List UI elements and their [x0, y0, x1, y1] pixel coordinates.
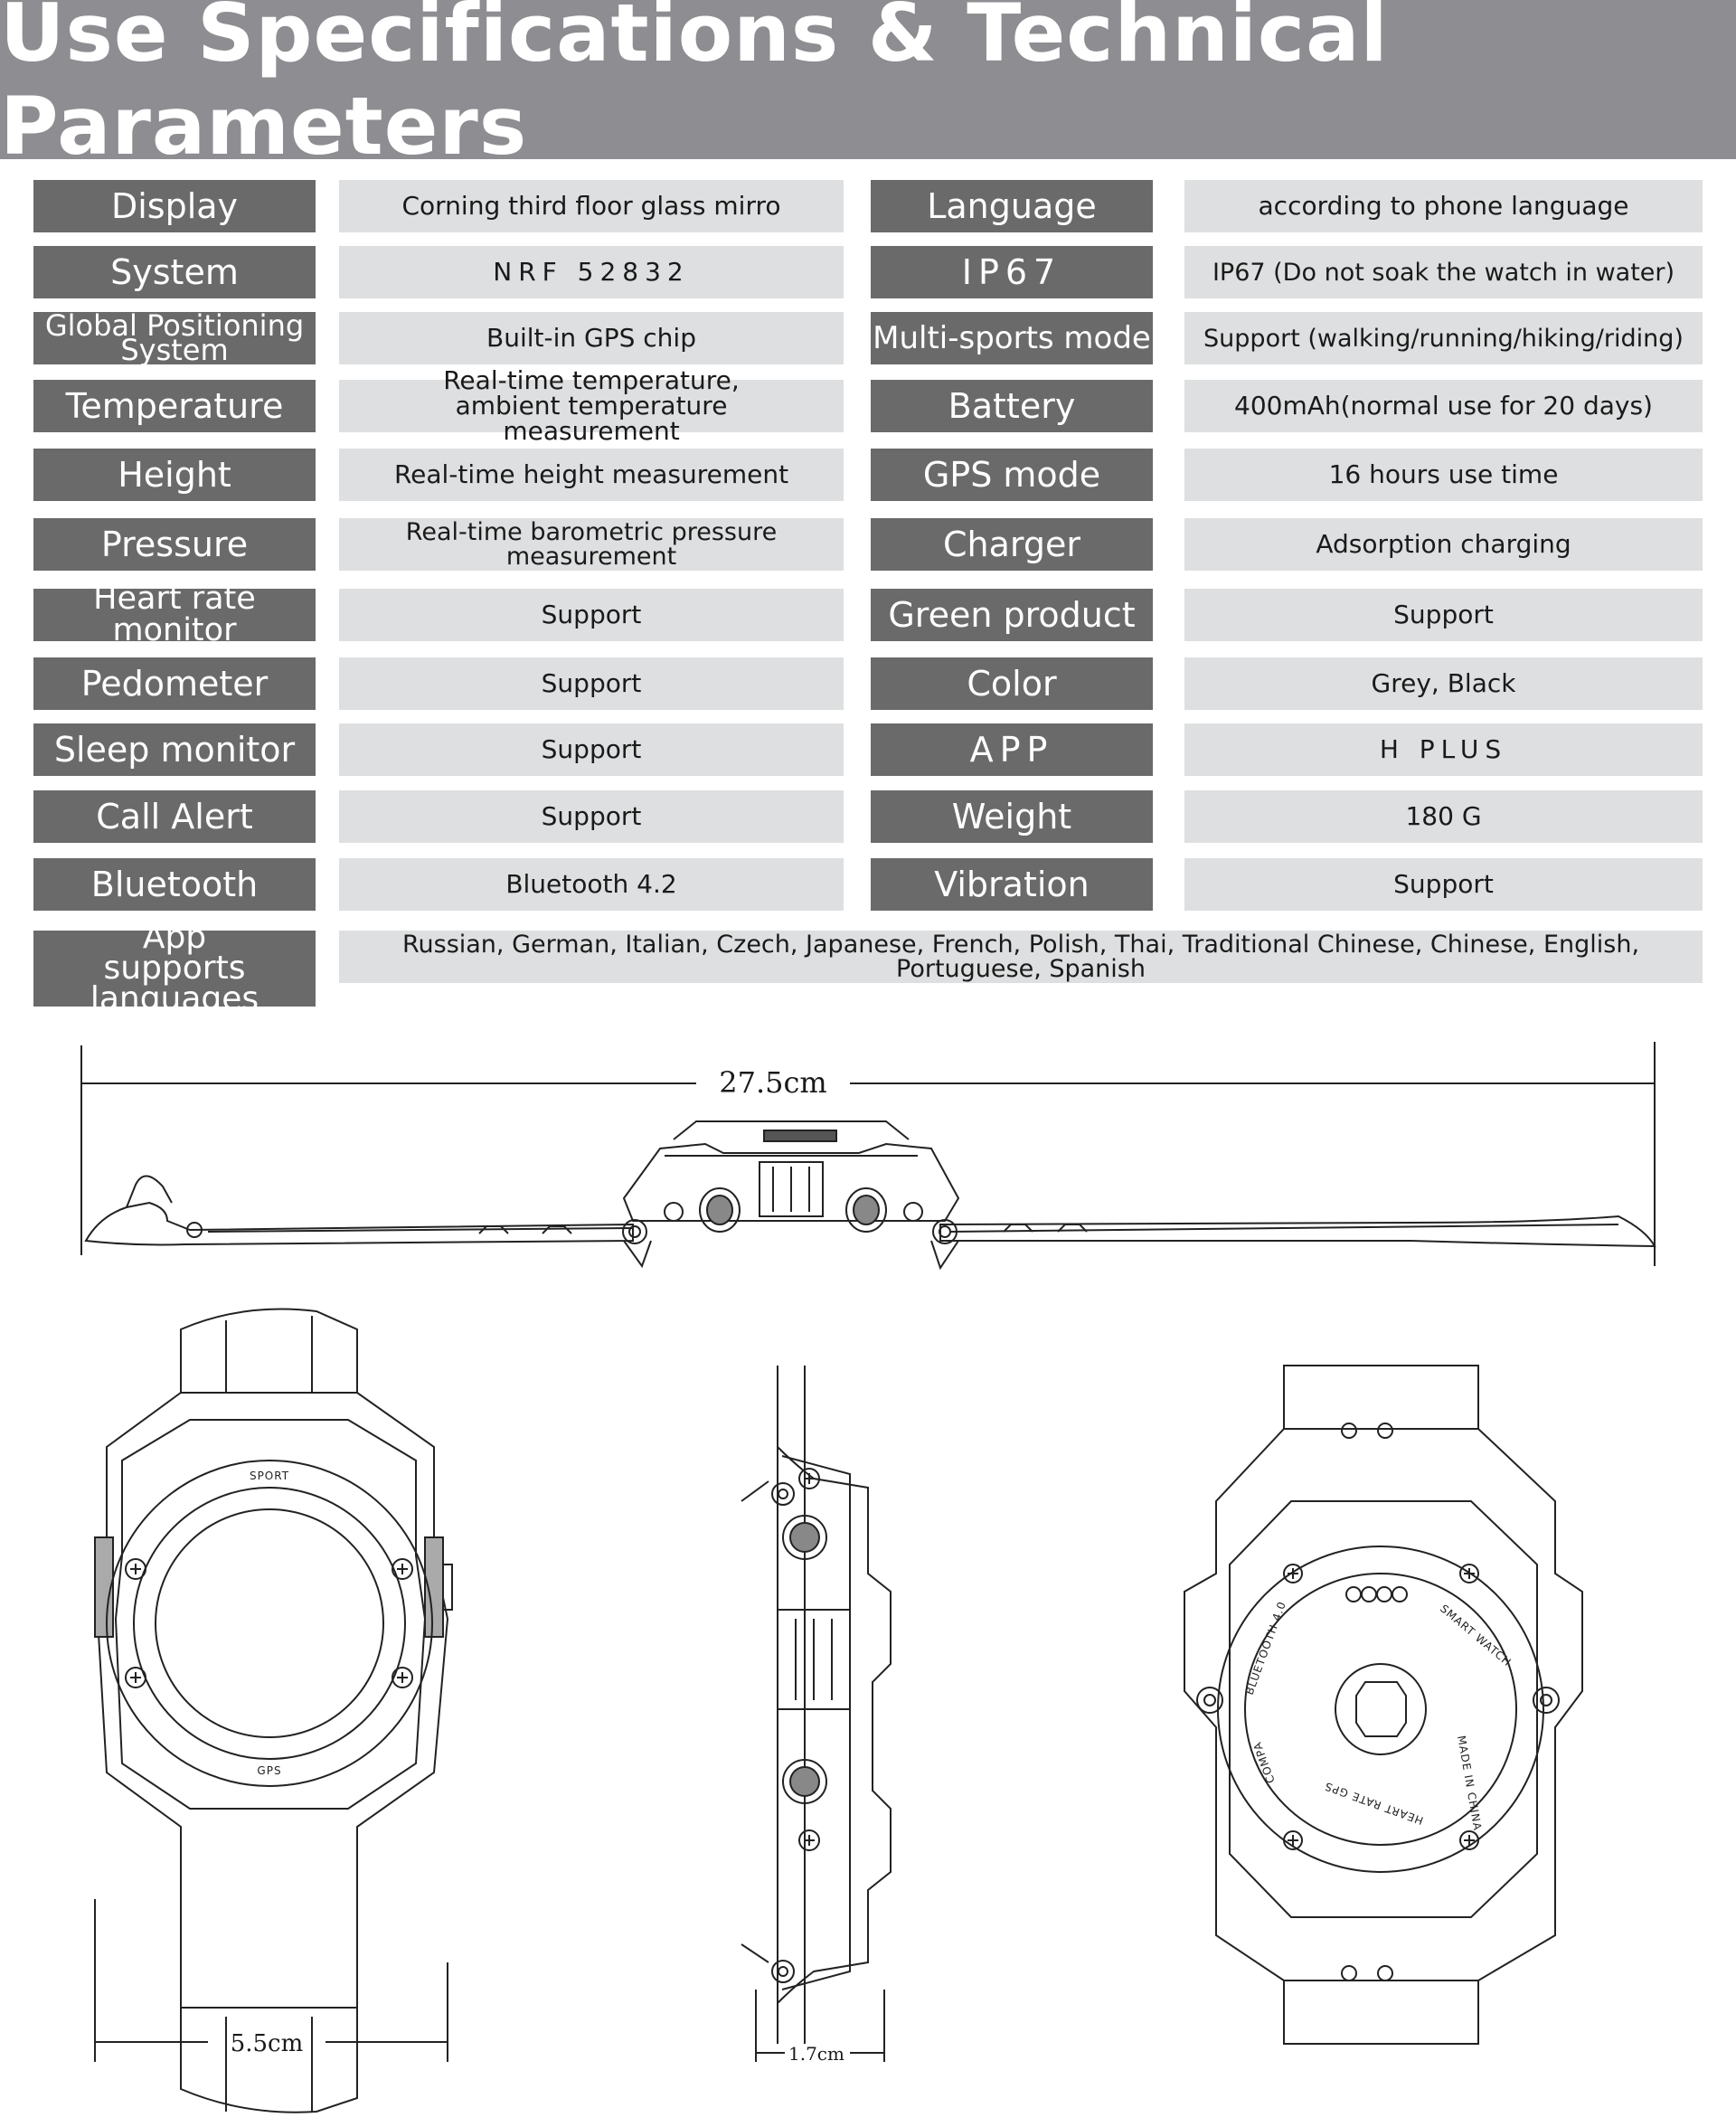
spec-value-gps-system: Built-in GPS chip [339, 312, 844, 364]
spec-label-battery: Battery [871, 380, 1153, 432]
spec-label-gps-mode: GPS mode [871, 449, 1153, 501]
spec-label-weight: Weight [871, 790, 1153, 843]
spec-value-language: according to phone language [1184, 180, 1703, 232]
spec-label-green-product: Green product [871, 589, 1153, 641]
spec-value-call-alert: Support [339, 790, 844, 843]
spec-value-vibration: Support [1184, 858, 1703, 911]
spec-value-gps-mode: 16 hours use time [1184, 449, 1703, 501]
spec-label-app-languages: App supports languages [33, 931, 316, 1007]
spec-label-system: System [33, 246, 316, 298]
spec-value-battery: 400mAh(normal use for 20 days) [1184, 380, 1703, 432]
watch-back-view [1184, 1366, 1582, 2044]
spec-label-vibration: Vibration [871, 858, 1153, 911]
spec-value-system: NRF 52832 [339, 246, 844, 298]
spec-value-height: Real-time height measurement [339, 449, 844, 501]
spec-value-temperature: Real-time temperature, ambient temperature measurement [339, 380, 844, 432]
spec-value-ip67: IP67 (Do not soak the watch in water) [1184, 246, 1703, 298]
spec-value-display: Corning third floor glass mirro [339, 180, 844, 232]
bezel-text-bottom: GPS [257, 1764, 282, 1777]
spec-label-height: Height [33, 449, 316, 501]
strap-side-view [86, 1121, 1655, 1268]
spec-value-charger: Adsorption charging [1184, 518, 1703, 571]
watch-profile-view [741, 1366, 891, 2062]
spec-label-pedometer: Pedometer [33, 657, 316, 710]
spec-value-sleep-monitor: Support [339, 723, 844, 776]
spec-value-bluetooth: Bluetooth 4.2 [339, 858, 844, 911]
back-text-made-in-china: MADE IN CHINA [1455, 1735, 1485, 1832]
back-text-smart-watch: SMART WATCH [1438, 1602, 1514, 1669]
spec-value-color: Grey, Black [1184, 657, 1703, 710]
title-banner [0, 0, 1736, 173]
spec-label-pressure: Pressure [33, 518, 316, 571]
spec-label-multi-sports: Multi-sports mode [871, 312, 1153, 364]
spec-value-app: H PLUS [1184, 723, 1703, 776]
watch-front-view [95, 1309, 452, 2113]
spec-value-pressure: Real-time barometric pressure measurement [339, 518, 844, 571]
spec-label-language: Language [871, 180, 1153, 232]
spec-label-gps-system: Global Positioning System [33, 312, 316, 364]
spec-value-weight: 180 G [1184, 790, 1703, 843]
length-dimension-label: 27.5cm [719, 1065, 827, 1100]
spec-label-call-alert: Call Alert [33, 790, 316, 843]
spec-label-color: Color [871, 657, 1153, 710]
back-text-heart-rate-gps: HEART RATE GPS [1322, 1779, 1426, 1828]
thickness-dimension-label: 1.7cm [788, 2043, 844, 2065]
spec-value-pedometer: Support [339, 657, 844, 710]
spec-label-charger: Charger [871, 518, 1153, 571]
spec-label-temperature: Temperature [33, 380, 316, 432]
spec-label-heart-rate: Heart rate monitor [33, 589, 316, 641]
spec-value-app-languages: Russian, German, Italian, Czech, Japanese, French, Polish, Thai, Traditional Chinese, Chinese, English, Portuguese, Spanish [339, 931, 1703, 983]
spec-value-green-product: Support [1184, 589, 1703, 641]
spec-value-heart-rate: Support [339, 589, 844, 641]
spec-label-sleep-monitor: Sleep monitor [33, 723, 316, 776]
spec-label-app: APP [871, 723, 1153, 776]
bezel-text-top: SPORT [249, 1470, 290, 1482]
spec-label-display: Display [33, 180, 316, 232]
spec-label-bluetooth: Bluetooth [33, 858, 316, 911]
page-title: Use Specifications & Technical Parameters [0, 0, 1389, 173]
spec-value-multi-sports: Support (walking/running/hiking/riding) [1184, 312, 1703, 364]
spec-label-ip67: IP67 [871, 246, 1153, 298]
back-text-bluetooth: BLUETOOTH 4.0 [1242, 1599, 1289, 1697]
width-dimension-label: 5.5cm [230, 2030, 304, 2057]
back-text-compa: COMPA [1250, 1740, 1278, 1785]
technical-drawings [0, 1031, 1736, 2127]
